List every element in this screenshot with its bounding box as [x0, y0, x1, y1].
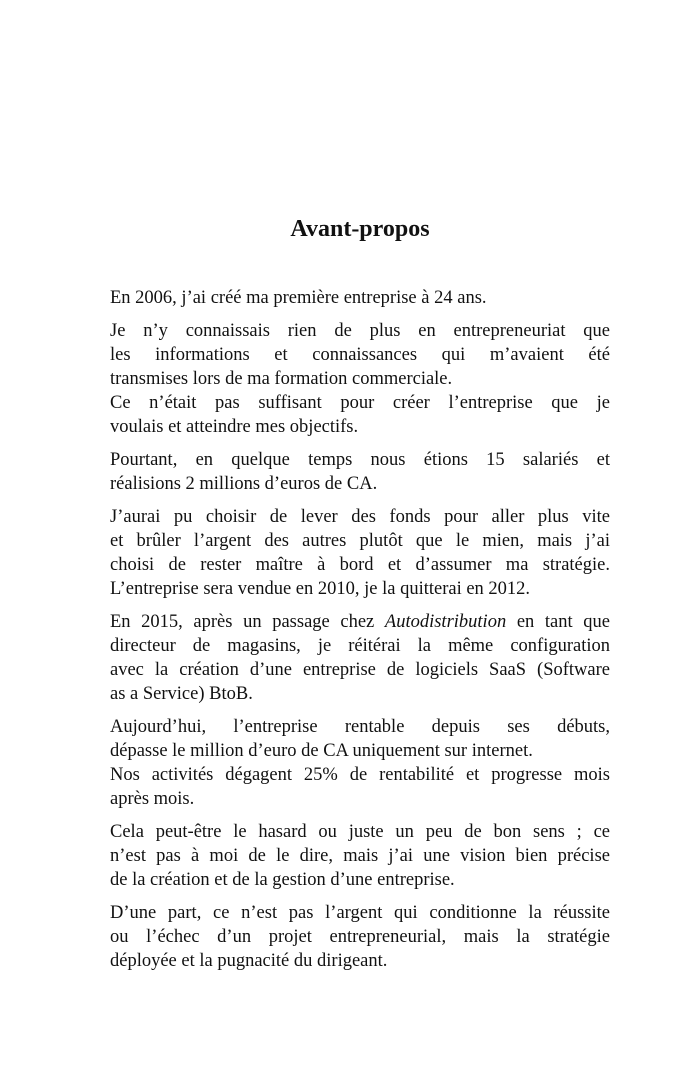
text-line: Aujourd’hui, l’entreprise rentable depuis ses débuts,	[110, 717, 610, 737]
text-line: voulais et atteindre mes objectifs.	[110, 417, 359, 437]
text-segment: en tant que	[506, 612, 611, 632]
paragraph-3	[110, 391, 610, 439]
text-line: Cela peut-être le hasard ou juste un peu de bon sens ; ce	[110, 822, 610, 842]
text-line: après mois.	[110, 789, 195, 809]
paragraph-1	[110, 286, 610, 310]
text-line: et brûler l’argent des autres plutôt que le mien, mais j’ai	[110, 531, 610, 551]
chapter-title: Avant-propos	[290, 216, 430, 242]
paragraph-10	[110, 901, 610, 973]
text-line: Ce n’était pas suffisant pour créer l’entreprise que je	[110, 393, 610, 413]
text-line: avec la création d’une entreprise de logiciels SaaS (Software	[110, 660, 610, 680]
text-line: Nos activités dégagent 25% de rentabilité et progresse mois	[110, 765, 610, 785]
text-line: choisi de rester maître à bord et d’assumer ma stratégie.	[110, 555, 610, 575]
text-line: En 2006, j’ai créé ma première entreprise à 24 ans.	[110, 288, 487, 308]
paragraph-4	[110, 448, 610, 496]
text-segment: En 2015, après un passage chez	[110, 612, 385, 632]
paragraph-8	[110, 763, 610, 811]
text-line: réalisions 2 millions d’euros de CA.	[110, 474, 378, 494]
paragraph-9	[110, 820, 610, 892]
paragraph-5	[110, 505, 610, 601]
document-page	[110, 212, 610, 982]
text-line: as a Service) BtoB.	[110, 684, 253, 704]
text-line: les informations et connaissances qui m’avaient été	[110, 345, 610, 365]
paragraph-6	[110, 610, 610, 706]
text-line: transmises lors de ma formation commerciale.	[110, 369, 453, 389]
text-line: L’entreprise sera vendue en 2010, je la quitterai en 2012.	[110, 579, 531, 599]
text-line: Pourtant, en quelque temps nous étions 15 salariés et	[110, 450, 610, 470]
company-name-italic: Autodistribution	[384, 612, 507, 632]
text-line: n’est pas à moi de le dire, mais j’ai une vision bien précise	[110, 846, 610, 866]
text-line: D’une part, ce n’est pas l’argent qui conditionne la réussite	[110, 903, 610, 923]
text-line: J’aurai pu choisir de lever des fonds pour aller plus vite	[110, 507, 610, 527]
paragraph-7	[110, 715, 610, 763]
text-line: ou l’échec d’un projet entrepreneurial, mais la stratégie	[110, 927, 610, 947]
text-line: directeur de magasins, je réitérai la même configuration	[110, 636, 610, 656]
text-line: dépasse le million d’euro de CA uniquement sur internet.	[110, 741, 533, 761]
paragraph-2	[110, 319, 610, 391]
text-line	[110, 610, 610, 634]
text-line: déployée et la pugnacité du dirigeant.	[110, 951, 388, 971]
text-line: de la création et de la gestion d’une entreprise.	[110, 870, 455, 890]
text-line: Je n’y connaissais rien de plus en entrepreneuriat que	[110, 321, 610, 341]
